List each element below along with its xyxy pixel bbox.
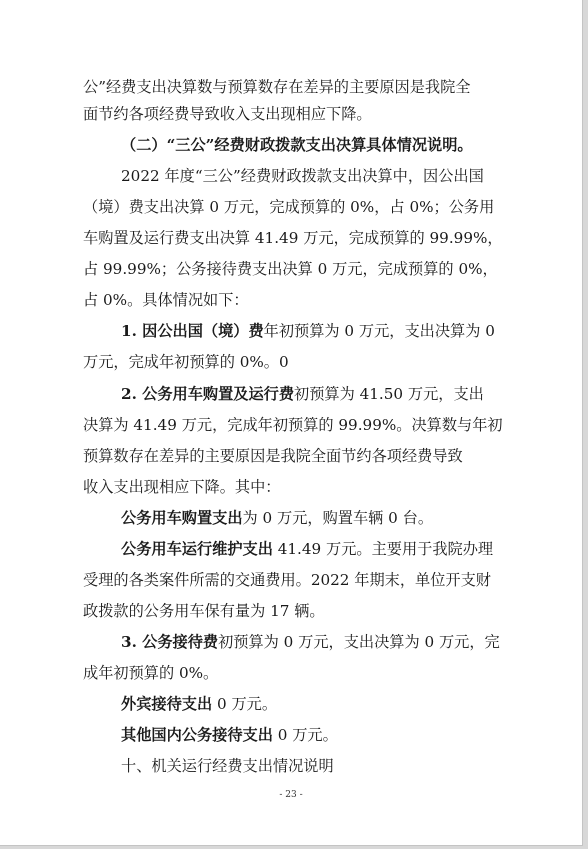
body-text-span: 万元，完成年初预算的 0%。0: [83, 353, 289, 371]
text-line: [83, 290, 588, 310]
text-line: [121, 508, 588, 528]
text-line: [121, 632, 588, 652]
body-text-span: 初预算为 41.50 万元，支出: [294, 385, 484, 403]
text-line: [121, 384, 588, 404]
body-text-span: 占 99.99%；公务接待费支出决算 0 万元，完成预算的 0%，: [83, 260, 498, 278]
body-text-span: 面节约各项经费导致收入支出现相应下降。: [83, 105, 372, 123]
body-text-span: 初预算为 0 万元，支出决算为 0 万元，完: [218, 633, 500, 651]
text-line: [121, 725, 588, 745]
text-line: [121, 694, 588, 714]
body-text-span: 占 0%。具体情况如下：: [83, 291, 249, 309]
text-line: [121, 321, 588, 341]
text-line: [121, 135, 588, 155]
text-line: [83, 477, 588, 497]
bold-heading-text: 2. 公务用车购置及运行费: [121, 385, 295, 403]
text-line: [83, 352, 588, 372]
text-line: [83, 259, 588, 279]
text-line: [83, 663, 588, 683]
bold-heading-text: 公务用车运行维护支出: [121, 540, 273, 558]
body-text-span: 预算数存在差异的主要原因是我院全面节约各项经费导致: [83, 447, 463, 465]
body-text-span: 十、机关运行经费支出情况说明: [121, 757, 334, 775]
text-line: [83, 197, 588, 217]
body-text-span: （境）费支出决算 0 万元，完成预算的 0%，占 0%；公务用: [83, 198, 495, 216]
body-text-span: 政拨款的公务用车保有量为 17 辆。: [83, 602, 325, 620]
body-text-span: 收入支出现相应下降。其中：: [83, 478, 281, 496]
body-text-span: 年初预算为 0 万元，支出决算为 0: [263, 322, 495, 340]
bold-heading-text: 公务用车购置支出: [121, 509, 243, 527]
body-text-span: 决算为 41.49 万元，完成年初预算的 99.99%。决算数与年初: [83, 416, 503, 434]
bold-heading-text: （二）“三公”经费财政拨款支出决算具体情况说明。: [121, 136, 473, 154]
body-text-span: 2022 年度“三公”经费财政拨款支出决算中，因公出国: [121, 167, 484, 185]
text-line: [121, 166, 588, 186]
text-line: [121, 539, 588, 559]
bold-heading-text: 1. 因公出国（境）费: [121, 322, 264, 340]
text-line: [83, 415, 588, 435]
text-line: [83, 77, 588, 97]
text-line: [121, 756, 588, 776]
body-text-span: 0 万元。: [272, 726, 338, 744]
bold-heading-text: 外宾接待支出: [121, 695, 213, 713]
bold-heading-text: 3. 公务接待费: [121, 633, 219, 651]
text-line: [83, 104, 588, 124]
text-line: [83, 228, 588, 248]
text-line: [83, 446, 588, 466]
body-text-span: 车购置及运行费支出决算 41.49 万元，完成预算的 99.99%，: [83, 229, 503, 247]
page-number: - 23 -: [279, 790, 303, 800]
body-text-span: 41.49 万元。主要用于我院办理: [272, 540, 494, 558]
bold-heading-text: 其他国内公务接待支出: [121, 726, 273, 744]
body-text-span: 公”经费支出决算数与预算数存在差异的主要原因是我院全: [83, 78, 471, 96]
text-line: [83, 570, 588, 590]
text-line: [83, 601, 588, 621]
body-text-span: 成年初预算的 0%。: [83, 664, 219, 682]
body-text-span: 为 0 万元，购置车辆 0 台。: [242, 509, 434, 527]
body-text-span: 受理的各类案件所需的交通费用。2022 年期末，单位开支财: [83, 571, 491, 589]
body-text-span: 0 万元。: [212, 695, 278, 713]
